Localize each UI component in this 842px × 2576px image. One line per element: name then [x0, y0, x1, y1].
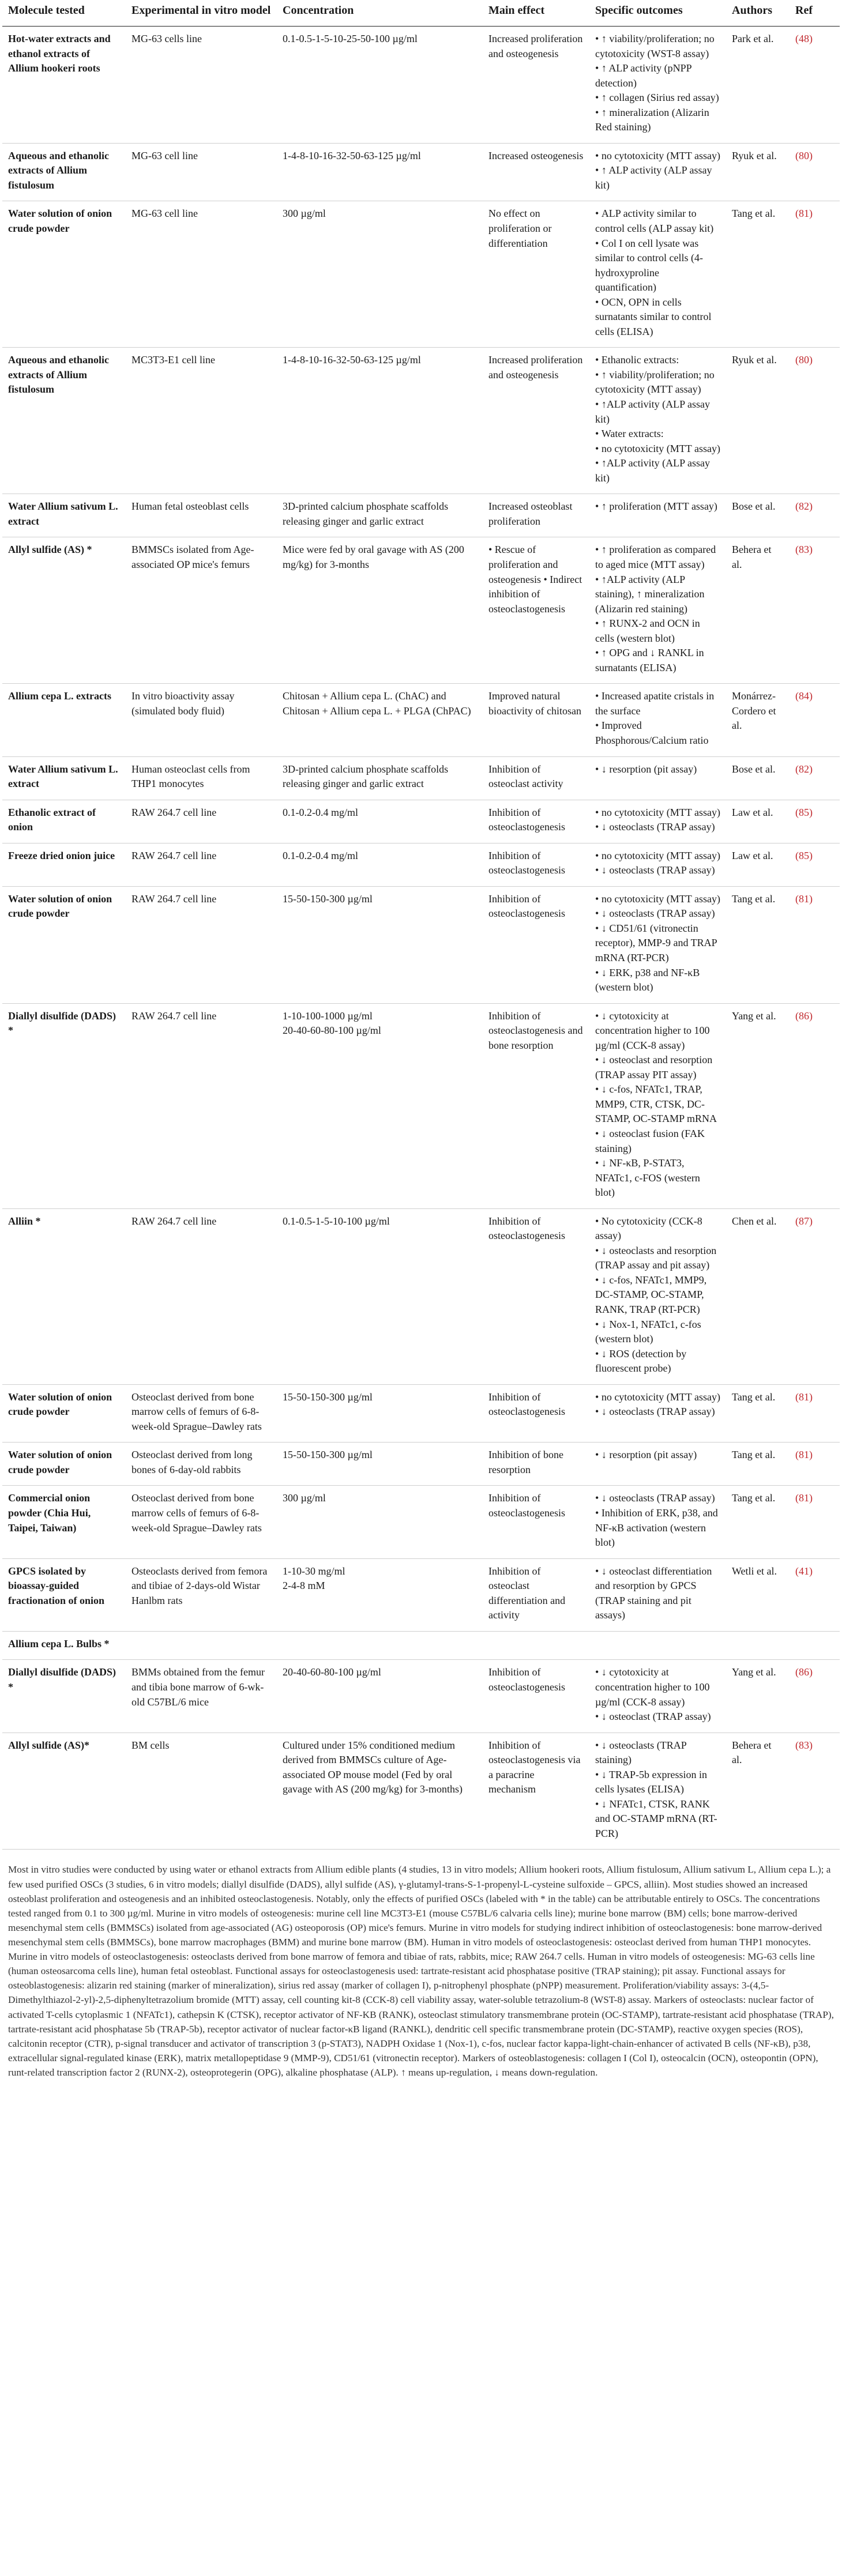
table-row — [2, 201, 840, 348]
concentration-cell — [277, 143, 483, 201]
outcomes-list — [595, 689, 720, 748]
concentration-cell — [277, 1208, 483, 1384]
header-concentration: Concentration — [277, 0, 483, 27]
outcome-item: • ↓ resorption (pit assay) — [595, 762, 720, 777]
ref-link[interactable]: ( 84 ) — [795, 690, 813, 702]
main-effect-cell — [483, 1631, 589, 1660]
outcome-item: • ↑ ALP activity (ALP assay kit) — [595, 163, 720, 193]
ref-link[interactable]: ( 85 ) — [795, 850, 813, 861]
outcome-item: • ↑ALP activity (ALP assay kit) — [595, 397, 720, 427]
ref-cell — [790, 756, 840, 800]
outcome-item: • ↓ osteoclast differentiation and resorption by GPCS (TRAP staining and pit assays) — [595, 1564, 720, 1623]
outcomes-list — [595, 1390, 720, 1419]
outcome-item: • ↓ osteoclasts (TRAP assay) — [595, 906, 720, 921]
outcome-item: • Increased apatite cristals in the surface — [595, 689, 720, 718]
model-cell: In vitro bioactivity assay (simulated body fluid) — [126, 684, 277, 756]
model-cell — [126, 1631, 277, 1660]
molecule-cell: Water solution of onion crude powder — [2, 201, 126, 348]
ref-link[interactable]: ( 87 ) — [795, 1215, 813, 1227]
model-cell: Osteoclast derived from bone marrow cells of femurs of 6-8-week-old Sprague–Dawley rats — [126, 1384, 277, 1443]
main-effect-cell: Increased osteogenesis — [483, 143, 589, 201]
outcome-item: • Inhibition of ERK, p38, and NF-κB activation (western blot) — [595, 1506, 720, 1550]
outcome-item: • Col I on cell lysate was similar to control cells (4-hydroxyproline quantification) — [595, 236, 720, 295]
model-cell: RAW 264.7 cell line — [126, 800, 277, 843]
outcomes-list — [595, 1009, 720, 1200]
outcome-item: • no cytotoxicity (MTT assay) — [595, 805, 720, 820]
authors-cell: Behera et al. — [726, 1733, 790, 1850]
outcome-item: • ↓ Nox-1, NFATc1, c-fos (western blot) — [595, 1317, 720, 1347]
ref-link[interactable]: ( 86 ) — [795, 1010, 813, 1022]
outcome-item: • ↓ c-fos, NFATc1, TRAP, MMP9, CTR, CTSK, DC-STAMP, OC-STAMP mRNA — [595, 1082, 720, 1127]
model-cell: RAW 264.7 cell line — [126, 1003, 277, 1208]
molecule-cell: GPCS isolated by bioassay-guided fractionation of onion — [2, 1558, 126, 1631]
molecule-cell: Water Allium sativum L. extract — [2, 494, 126, 537]
molecule-cell: Allyl sulfide (AS)* — [2, 1733, 126, 1850]
table-row — [2, 537, 840, 684]
concentration-line: 0.1-0.2-0.4 mg/ml — [283, 806, 358, 818]
concentration-cell — [277, 886, 483, 1003]
ref-link[interactable]: ( 41 ) — [795, 1565, 813, 1577]
concentration-line: Chitosan + Allium cepa L. (ChAC) and Chitosan + Allium cepa L. + PLGA (ChPAC) — [283, 690, 471, 717]
main-effect-cell: Increased proliferation and osteogenesis — [483, 27, 589, 144]
concentration-line: 1-4-8-10-16-32-50-63-125 µg/ml — [283, 354, 421, 366]
molecule-cell: Ethanolic extract of onion — [2, 800, 126, 843]
ref-cell — [790, 1208, 840, 1384]
molecule-cell: Aqueous and ethanolic extracts of Allium fistulosum — [2, 143, 126, 201]
model-cell: Osteoclast derived from long bones of 6-day-old rabbits — [126, 1443, 277, 1486]
concentration-cell — [277, 1660, 483, 1733]
molecule-cell: Aqueous and ethanolic extracts of Allium fistulosum — [2, 348, 126, 494]
outcome-item: • ↓ osteoclasts (TRAP assay) — [595, 1491, 720, 1506]
ref-link[interactable]: ( 80 ) — [795, 354, 813, 366]
outcome-item: • OCN, OPN in cells surnatants similar to control cells (ELISA) — [595, 295, 720, 340]
outcome-item: • ↓ ERK, p38 and NF-κB (western blot) — [595, 966, 720, 995]
outcome-item: • ↑ mineralization (Alizarin Red staining) — [595, 106, 720, 135]
authors-cell: Law et al. — [726, 843, 790, 886]
outcome-item: • ALP activity similar to control cells (ALP assay kit) — [595, 206, 720, 236]
outcome-item: • ↓ NF-κB, P-STAT3, NFATc1, c-FOS (western blot) — [595, 1156, 720, 1200]
model-cell: Human fetal osteoblast cells — [126, 494, 277, 537]
authors-cell: Wetli et al. — [726, 1558, 790, 1631]
outcomes-cell — [589, 1733, 726, 1850]
ref-link[interactable]: ( 82 ) — [795, 500, 813, 512]
ref-link[interactable]: ( 81 ) — [795, 1449, 813, 1460]
molecule-cell: Allyl sulfide (AS) * — [2, 537, 126, 684]
ref-cell — [790, 684, 840, 756]
ref-cell — [790, 494, 840, 537]
table-row — [2, 494, 840, 537]
table-row — [2, 1631, 840, 1660]
ref-cell — [790, 1443, 840, 1486]
main-effect-cell: • Rescue of proliferation and osteogenesis • Indirect inhibition of osteoclastogenesis — [483, 537, 589, 684]
outcomes-list — [595, 1665, 720, 1724]
outcome-item: • ↓ NFATc1, CTSK, RANK and OC-STAMP mRNA (RT-PCR) — [595, 1797, 720, 1841]
concentration-line: 300 µg/ml — [283, 1492, 326, 1504]
main-effect-cell: Inhibition of osteoclastogenesis — [483, 800, 589, 843]
concentration-cell — [277, 800, 483, 843]
outcome-item: • ↓ osteoclasts (TRAP assay) — [595, 1404, 720, 1419]
main-effect-cell: Inhibition of osteoclastogenesis — [483, 1486, 589, 1558]
outcome-item: • Water extracts: — [595, 427, 720, 442]
molecule-cell: Water solution of onion crude powder — [2, 886, 126, 1003]
outcomes-list — [595, 206, 720, 339]
ref-cell — [790, 537, 840, 684]
ref-cell — [790, 27, 840, 144]
authors-cell: Yang et al. — [726, 1003, 790, 1208]
ref-cell — [790, 201, 840, 348]
main-effect-cell: Inhibition of osteoclastogenesis and bone resorption — [483, 1003, 589, 1208]
molecule-cell: Commercial onion powder (Chia Hui, Taipei, Taiwan) — [2, 1486, 126, 1558]
table-row — [2, 143, 840, 201]
outcome-item: • no cytotoxicity (MTT assay) — [595, 442, 720, 457]
outcome-item: • ↑ viability/proliferation; no cytotoxicity (WST-8 assay) — [595, 32, 720, 61]
model-cell: BMMSCs isolated from Age-associated OP mice's femurs — [126, 537, 277, 684]
outcomes-list — [595, 1491, 720, 1550]
outcome-item: • Ethanolic extracts: — [595, 353, 720, 368]
header-authors: Authors — [726, 0, 790, 27]
outcomes-list — [595, 543, 720, 675]
table-row — [2, 843, 840, 886]
ref-link[interactable]: ( 81 ) — [795, 893, 813, 905]
table-row — [2, 27, 840, 144]
table-row — [2, 800, 840, 843]
outcome-item: • ↓ ROS (detection by fluorescent probe) — [595, 1347, 720, 1376]
ref-link[interactable]: ( 81 ) — [795, 208, 813, 219]
main-effect-cell: Increased osteoblast proliferation — [483, 494, 589, 537]
outcome-item: • no cytotoxicity (MTT assay) — [595, 892, 720, 907]
outcomes-cell — [589, 201, 726, 348]
authors-cell: Behera et al. — [726, 537, 790, 684]
outcomes-list — [595, 1738, 720, 1841]
concentration-cell — [277, 1486, 483, 1558]
molecule-cell: Allium cepa L. Bulbs * — [2, 1631, 126, 1660]
concentration-line: 20-40-60-80-100 µg/ml — [283, 1666, 381, 1678]
outcome-item: • ↓ osteoclasts (TRAP assay) — [595, 820, 720, 835]
header-main-effect: Main effect — [483, 0, 589, 27]
outcome-item: • ↑ proliferation (MTT assay) — [595, 499, 720, 514]
header-ref: Ref — [790, 0, 840, 27]
concentration-cell — [277, 684, 483, 756]
outcome-item: • No cytotoxicity (CCK-8 assay) — [595, 1214, 720, 1244]
outcomes-cell — [589, 1558, 726, 1631]
ref-cell — [790, 1631, 840, 1660]
concentration-line: 0.1-0.5-1-5-10-25-50-100 µg/ml — [283, 33, 418, 44]
outcomes-cell — [589, 1003, 726, 1208]
table-row — [2, 886, 840, 1003]
authors-cell — [726, 1631, 790, 1660]
concentration-cell — [277, 1558, 483, 1631]
table-header-row — [2, 0, 840, 27]
concentration-line: 1-10-30 mg/ml — [283, 1565, 345, 1577]
authors-cell: Tang et al. — [726, 1486, 790, 1558]
concentration-cell — [277, 843, 483, 886]
outcomes-list — [595, 762, 720, 777]
table-row — [2, 1558, 840, 1631]
ref-cell — [790, 143, 840, 201]
concentration-cell — [277, 348, 483, 494]
header-model: Experimental in vitro model — [126, 0, 277, 27]
authors-cell: Tang et al. — [726, 1443, 790, 1486]
table-row — [2, 1443, 840, 1486]
authors-cell: Tang et al. — [726, 1384, 790, 1443]
molecule-cell: Allium cepa L. extracts — [2, 684, 126, 756]
table-row — [2, 1486, 840, 1558]
table-row — [2, 1208, 840, 1384]
ref-link[interactable]: ( 81 ) — [795, 1391, 813, 1403]
outcomes-cell — [589, 843, 726, 886]
main-effect-cell: Improved natural bioactivity of chitosan — [483, 684, 589, 756]
concentration-line: 1-4-8-10-16-32-50-63-125 µg/ml — [283, 149, 421, 161]
main-effect-cell: Inhibition of osteoclastogenesis — [483, 1208, 589, 1384]
outcomes-cell — [589, 886, 726, 1003]
outcomes-list — [595, 892, 720, 995]
concentration-cell — [277, 1443, 483, 1486]
authors-cell: Tang et al. — [726, 201, 790, 348]
concentration-line: Mice were fed by oral gavage with AS (200 mg/kg) for 3-months — [283, 544, 464, 570]
model-cell: BMMs obtained from the femur and tibia bone marrow of 6-wk-old C57BL/6 mice — [126, 1660, 277, 1733]
ref-cell — [790, 1558, 840, 1631]
outcomes-cell — [589, 1208, 726, 1384]
model-cell: Osteoclast derived from bone marrow cells of femurs of 6-8-week-old Sprague–Dawley rats — [126, 1486, 277, 1558]
main-effect-cell: Increased proliferation and osteogenesis — [483, 348, 589, 494]
outcome-item: • ↓ osteoclasts and resorption (TRAP assay and pit assay) — [595, 1244, 720, 1273]
outcomes-list — [595, 805, 720, 835]
concentration-line: 0.1-0.2-0.4 mg/ml — [283, 849, 358, 861]
outcome-item: • ↓ TRAP-5b expression in cells lysates (ELISA) — [595, 1768, 720, 1797]
outcome-item: • ↑ ALP activity (pNPP detection) — [595, 61, 720, 91]
concentration-line: 15-50-150-300 µg/ml — [283, 1449, 373, 1461]
outcomes-list — [595, 1214, 720, 1376]
ref-cell — [790, 1003, 840, 1208]
molecule-cell: Diallyl disulfide (DADS) * — [2, 1003, 126, 1208]
concentration-cell — [277, 1733, 483, 1850]
outcomes-cell — [589, 1486, 726, 1558]
ref-cell — [790, 1384, 840, 1443]
molecule-cell: Freeze dried onion juice — [2, 843, 126, 886]
outcomes-cell — [589, 494, 726, 537]
header-outcomes: Specific outcomes — [589, 0, 726, 27]
main-effect-cell: Inhibition of osteoclast differentiation and activity — [483, 1558, 589, 1631]
ref-link[interactable]: ( 86 ) — [795, 1666, 813, 1678]
outcomes-cell — [589, 684, 726, 756]
concentration-line: 3D-printed calcium phosphate scaffolds releasing ginger and garlic extract — [283, 500, 449, 527]
table-row — [2, 756, 840, 800]
ref-link[interactable]: ( 82 ) — [795, 763, 813, 775]
main-effect-cell: Inhibition of osteoclastogenesis — [483, 886, 589, 1003]
outcome-item: • ↓ cytotoxicity at concentration higher to 100 µg/ml (CCK-8 assay) — [595, 1009, 720, 1053]
concentration-line: 15-50-150-300 µg/ml — [283, 1391, 373, 1403]
concentration-line: 3D-printed calcium phosphate scaffolds releasing ginger and garlic extract — [283, 763, 449, 790]
main-effect-cell: Inhibition of osteoclastogenesis via a paracrine mechanism — [483, 1733, 589, 1850]
molecule-cell: Diallyl disulfide (DADS) * — [2, 1660, 126, 1733]
model-cell: BM cells — [126, 1733, 277, 1850]
concentration-cell — [277, 1003, 483, 1208]
concentration-line: 20-40-60-80-100 µg/ml — [283, 1025, 381, 1037]
authors-cell: Law et al. — [726, 800, 790, 843]
outcome-item: • ↓ c-fos, NFATc1, MMP9, DC-STAMP, OC-STAMP, RANK, TRAP (RT-PCR) — [595, 1273, 720, 1317]
ref-cell — [790, 843, 840, 886]
outcome-item: • ↓ CD51/61 (vitronectin receptor), MMP-9 and TRAP mRNA (RT-PCR) — [595, 921, 720, 966]
ref-link[interactable]: ( 83 ) — [795, 1739, 813, 1751]
concentration-line: 300 µg/ml — [283, 208, 326, 220]
outcomes-cell — [589, 143, 726, 201]
outcomes-list — [595, 499, 720, 514]
outcome-item: • ↓ osteoclast (TRAP assay) — [595, 1709, 720, 1724]
ref-cell — [790, 886, 840, 1003]
table-body — [2, 27, 840, 1850]
outcomes-cell — [589, 1660, 726, 1733]
concentration-line: 15-50-150-300 µg/ml — [283, 892, 373, 905]
model-cell: Human osteoclast cells from THP1 monocytes — [126, 756, 277, 800]
outcome-item: • no cytotoxicity (MTT assay) — [595, 149, 720, 164]
concentration-line: Cultured under 15% conditioned medium derived from BMMSCs culture of Age-associated OP mouse model (Fed by oral gavage with AS (200 mg/kg) for 3-months) — [283, 1739, 463, 1795]
molecule-cell: Water solution of onion crude powder — [2, 1384, 126, 1443]
model-cell: MC3T3-E1 cell line — [126, 348, 277, 494]
concentration-line: 0.1-0.5-1-5-10-100 µg/ml — [283, 1215, 390, 1227]
concentration-cell — [277, 1384, 483, 1443]
molecule-cell: Water Allium sativum L. extract — [2, 756, 126, 800]
outcomes-cell — [589, 1631, 726, 1660]
outcome-item: • ↑ proliferation as compared to aged mice (MTT assay) — [595, 543, 720, 572]
outcomes-cell — [589, 1443, 726, 1486]
main-effect-cell: Inhibition of osteoclast activity — [483, 756, 589, 800]
outcome-item: • Improved Phosphorous/Calcium ratio — [595, 718, 720, 748]
outcome-item: • no cytotoxicity (MTT assay) — [595, 849, 720, 864]
concentration-cell — [277, 1631, 483, 1660]
table-row — [2, 1733, 840, 1850]
osc-in-vitro-table — [2, 0, 840, 1850]
outcomes-list — [595, 32, 720, 135]
ref-link[interactable]: ( 81 ) — [795, 1492, 813, 1504]
concentration-cell — [277, 27, 483, 144]
model-cell: MG-63 cell line — [126, 143, 277, 201]
outcome-item: • ↓ osteoclast and resorption (TRAP assay PIT assay) — [595, 1053, 720, 1082]
main-effect-cell: Inhibition of osteoclastogenesis — [483, 1384, 589, 1443]
model-cell: RAW 264.7 cell line — [126, 843, 277, 886]
outcomes-cell — [589, 537, 726, 684]
outcome-item: • ↑ viability/proliferation; no cytotoxicity (MTT assay) — [595, 368, 720, 397]
header-molecule: Molecule tested — [2, 0, 126, 27]
outcomes-cell — [589, 348, 726, 494]
outcomes-list — [595, 353, 720, 485]
ref-link[interactable]: ( 80 ) — [795, 150, 813, 161]
concentration-cell — [277, 494, 483, 537]
model-cell: MG-63 cell line — [126, 201, 277, 348]
ref-cell — [790, 1486, 840, 1558]
outcomes-list — [595, 149, 720, 193]
concentration-line: 1-10-100-1000 µg/ml — [283, 1010, 373, 1022]
outcomes-list — [595, 1448, 720, 1463]
model-cell: Osteoclasts derived from femora and tibiae of 2-days-old Wistar Hanlbm rats — [126, 1558, 277, 1631]
table-row — [2, 1003, 840, 1208]
concentration-cell — [277, 537, 483, 684]
outcome-item: • ↓ cytotoxicity at concentration higher to 100 µg/ml (CCK-8 assay) — [595, 1665, 720, 1709]
table-row — [2, 684, 840, 756]
main-effect-cell: Inhibition of bone resorption — [483, 1443, 589, 1486]
outcome-item: • no cytotoxicity (MTT assay) — [595, 1390, 720, 1405]
authors-cell: Ryuk et al. — [726, 143, 790, 201]
concentration-line: 2-4-8 mM — [283, 1580, 325, 1592]
ref-cell — [790, 1660, 840, 1733]
outcome-item: • ↓ osteoclasts (TRAP assay) — [595, 863, 720, 878]
table-row — [2, 348, 840, 494]
concentration-cell — [277, 201, 483, 348]
table-row — [2, 1384, 840, 1443]
outcome-item: • ↑ALP activity (ALP assay kit) — [595, 456, 720, 485]
authors-cell: Park et al. — [726, 27, 790, 144]
outcome-item: • ↑ collagen (Sirius red assay) — [595, 91, 720, 106]
ref-cell — [790, 348, 840, 494]
main-effect-cell: Inhibition of osteoclastogenesis — [483, 1660, 589, 1733]
outcomes-list — [595, 1564, 720, 1623]
ref-link[interactable]: ( 85 ) — [795, 807, 813, 818]
main-effect-cell: Inhibition of osteoclastogenesis — [483, 843, 589, 886]
model-cell: MG-63 cells line — [126, 27, 277, 144]
outcome-item: • ↓ resorption (pit assay) — [595, 1448, 720, 1463]
molecule-cell: Alliin * — [2, 1208, 126, 1384]
model-cell: RAW 264.7 cell line — [126, 886, 277, 1003]
authors-cell: Monárrez-Cordero et al. — [726, 684, 790, 756]
outcomes-cell — [589, 27, 726, 144]
table-footnote: Most in vitro studies were conducted by using water or ethanol extracts from Allium edible plants (4 studies, 13 in vitro models; Allium hookeri roots, Allium fistulosum, Allium sativum L, Allium cepa L.); a few used purified OSCs (3 studies, 6 in vitro models; diallyl disulfide (DADS), allyl sulfide (AS), γ-glutamyl-trans-S-1-propenyl-L-cysteine sulfoxide – GPCS, alliin). Most studies showed an increased osteoblast proliferation and osteogenesis and an inhibited osteoclastogenesis. Notably, only the effects of purified OSCs (labeled with * in the table) can be attributable entirely to OSCs. The concentrations tested ranged from 0.1 to 300 µg/ml. Murine in vitro models of osteogenesis: murine cell line MC3T3-E1 (mouse C57BL/6 calvaria cells line); murine bone marrow (BM) cells; bone marrow-derived mesenchymal stem cells (BMMSCs) isolated from age-associated (AG) osteoporosis (OP) mice's femurs. Murine in vitro models for studying indirect inhibition of osteoclastogenesis: bone marrow-derived mesenchymal stem cells (BMMSCs), bone marrow macrophages (BMM) and murine bone marrow (BM). Human in vitro models of osteoclastogenesis: osteoclast derived from human THP1 monocytes. Murine in vitro models of osteoclastogenesis: osteoclasts derived from bone marrow of femora and tibiae of rats, rabbits, mice; RAW 264.7 cells. Human in vitro models of osteogenesis: MG-63 cells line (human osteosarcoma cells line), human fetal osteoblast. Functional assays for osteoclastogenesis used: tartrate-resistant acid phosphatase positive (TRAP staining); pit assay. Functional assays for osteoblastogenesis: alizarin red staining (marker of mineralization), sirius red assay (marker of collagen I), p-nitrophenyl phosphate (pNPP) measurement. Proliferation/viability assays: 3-(4,5-Dimethylthiazol-2-yl)-2,5-diphenyltetrazolium bromide (MTT) assay, cell counting kit-8 (CCK-8) cell viability assay, water-soluble tetrazolium-8 (WST-8) assay. Markers of osteoclasts: nuclear factor of activated T-cells cytoplasmic 1 (NFATc1), cathepsin K (CTSK), receptor activator of NF-KB (RANK), osteoclast stimulatory transmembrane protein (OC-STAMP), tartrate-resistant acid phosphatase (TRAP), tartrate-resistant acid phosphatase 5b (TRAP-5b), receptor activator of nuclear factor-κB ligand (RANKL), dendritic cell specific transmembrane protein (DC-STAMP), reactive oxygen species (ROS), calcitonin receptor (CTR), p-signal transducer and activator of transcription 3 (p-STAT3), NADPH Oxidase 1 (Nox-1), c-fos, nuclear factor kappa-light-chain-enhancer of activated B cells (NF-κB), p38, extracellular signal-regulated kinase (ERK), matrix metallopeptidase 9 (MMP-9), CD51/61 (vitronectin receptor). Markers of osteoblastogenesis: collagen I (Col I), osteocalcin (OCN), osteopontin (OPN), runt-related transcription factor 2 (RUNX-2), osteoprotegerin (OPG), alkaline phosphatase (ALP). ↑ means up-regulation, ↓ means down-regulation. — [8, 1864, 834, 2078]
outcome-item: • ↑ OPG and ↓ RANKL in surnatants (ELISA) — [595, 646, 720, 675]
outcomes-cell — [589, 1384, 726, 1443]
outcomes-list — [595, 849, 720, 878]
outcomes-cell — [589, 756, 726, 800]
authors-cell: Bose et al. — [726, 494, 790, 537]
main-effect-cell: No effect on proliferation or differentiation — [483, 201, 589, 348]
ref-cell — [790, 800, 840, 843]
authors-cell: Chen et al. — [726, 1208, 790, 1384]
ref-link[interactable]: ( 48 ) — [795, 33, 813, 44]
authors-cell: Bose et al. — [726, 756, 790, 800]
authors-cell: Ryuk et al. — [726, 348, 790, 494]
authors-cell: Yang et al. — [726, 1660, 790, 1733]
ref-link[interactable]: ( 83 ) — [795, 544, 813, 555]
outcome-item: • ↓ osteoclast fusion (FAK staining) — [595, 1127, 720, 1156]
outcome-item: • ↓ osteoclasts (TRAP staining) — [595, 1738, 720, 1768]
outcome-item: • ↑ RUNX-2 and OCN in cells (western blot) — [595, 616, 720, 646]
model-cell: RAW 264.7 cell line — [126, 1208, 277, 1384]
outcomes-cell — [589, 800, 726, 843]
molecule-cell: Hot-water extracts and ethanol extracts of Allium hookeri roots — [2, 27, 126, 144]
ref-cell — [790, 1733, 840, 1850]
authors-cell: Tang et al. — [726, 886, 790, 1003]
molecule-cell: Water solution of onion crude powder — [2, 1443, 126, 1486]
concentration-cell — [277, 756, 483, 800]
outcome-item: • ↑ALP activity (ALP staining), ↑ mineralization (Alizarin red staining) — [595, 573, 720, 617]
table-row — [2, 1660, 840, 1733]
